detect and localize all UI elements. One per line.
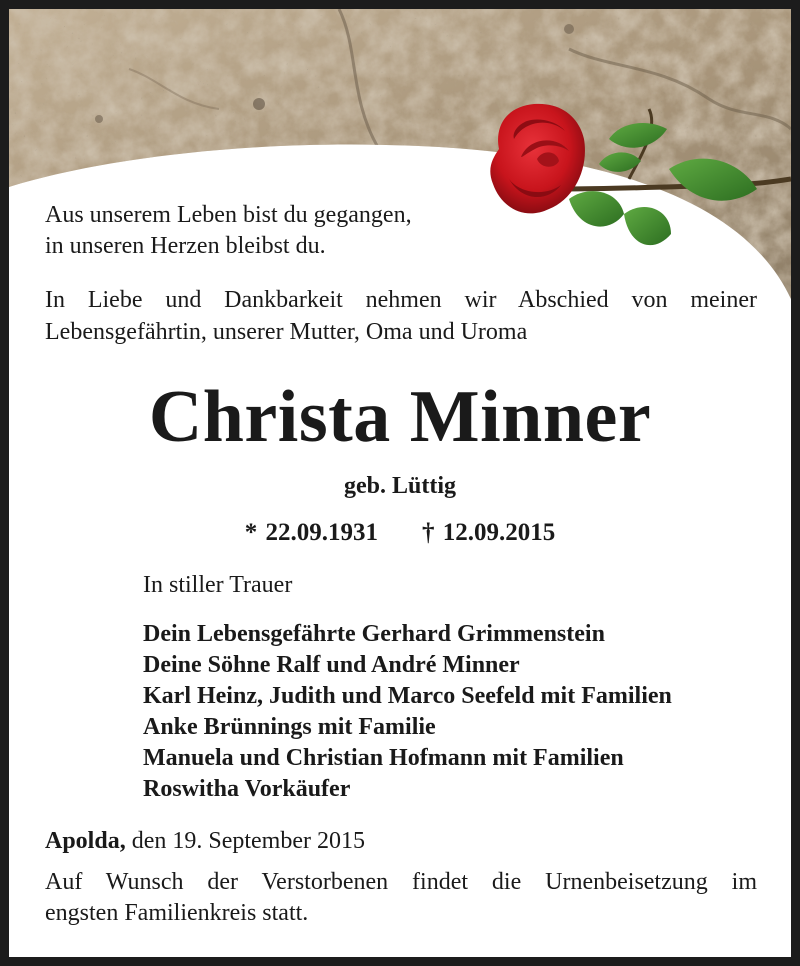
poem-verse <box>45 200 412 262</box>
birth-name: geb. Lüttig <box>343 473 456 499</box>
death-date: † 12.09.2015 <box>422 519 556 546</box>
mourner-item: Dein Lebensgefährte Gerhard Grimmenstein <box>143 621 605 647</box>
burial-note-line-2: engsten Familienkreis statt. <box>45 900 309 926</box>
farewell-line-2: Lebensgefährtin, unserer Mutter, Oma und Uroma <box>45 319 528 345</box>
mourner-item: Roswitha Vorkäufer <box>143 776 351 802</box>
mourner-item: Manuela und Christian Hofmann mit Familien <box>143 745 624 771</box>
life-dates <box>9 517 791 549</box>
date: den 19. September 2015 <box>131 828 365 854</box>
mourner-item: Deine Söhne Ralf und André Minner <box>143 652 520 678</box>
poem-line-2: in unseren Herzen bleibst du. <box>45 233 326 259</box>
burial-note-line-1: Auf Wunsch der Verstorbenen findet die Urnenbeisetzung im <box>45 869 757 895</box>
poem-line-1: Aus unserem Leben bist du gegangen, <box>45 202 412 228</box>
place: Apolda, <box>45 828 126 854</box>
mourners-list <box>143 619 672 805</box>
birth-date: * 22.09.1931 <box>244 519 378 546</box>
farewell-line-1: In Liebe und Dankbarkeit nehmen wir Abschied von meiner <box>45 287 757 313</box>
mourning-heading: In stiller Trauer <box>143 572 293 598</box>
burial-note <box>45 867 757 929</box>
deceased-name: Christa Minner <box>148 376 652 458</box>
farewell-text <box>45 284 757 348</box>
mourner-item: Anke Brünnings mit Familie <box>143 714 436 740</box>
place-and-date <box>45 825 365 857</box>
mourner-item: Karl Heinz, Judith und Marco Seefeld mit Familien <box>143 683 672 709</box>
